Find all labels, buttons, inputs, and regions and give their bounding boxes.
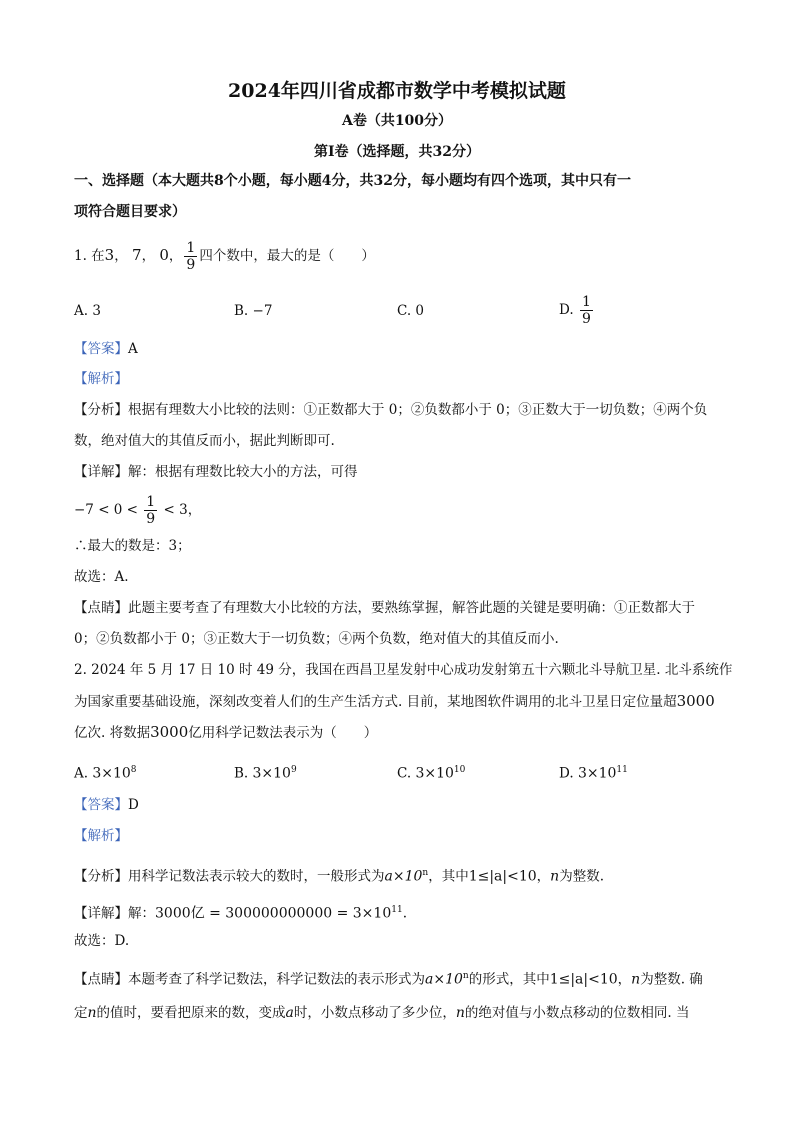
q1-number-3: 3 bbox=[104, 246, 115, 264]
q2-option-d-base: 3×10 bbox=[577, 765, 617, 782]
q2-option-a bbox=[74, 761, 137, 783]
q2-option-d bbox=[559, 761, 628, 783]
q1-inequality-right: < 3， bbox=[163, 502, 202, 518]
q2-dianjing-suffix: 为整数. 确 bbox=[640, 971, 703, 988]
q1-option-d-label: D. bbox=[559, 302, 574, 318]
q2-last-n1: n bbox=[87, 1005, 97, 1021]
q1-option-d-numerator: 1 bbox=[581, 294, 591, 310]
q1-option-a: A. 3 bbox=[74, 303, 101, 319]
q2-last-suffix: 的绝对值与小数点移动的位数相同. 当 bbox=[464, 1005, 690, 1021]
q1-dianjing-text1: 此题主要考查了有理数大小比较的方法，要熟练掌握，解答此题的关键是要明确：①正数都大于 bbox=[128, 600, 695, 616]
q1-answer-value: A bbox=[128, 341, 138, 357]
q2-fenxi-n: n bbox=[550, 868, 560, 885]
fenxi-tag: 【分析】 bbox=[74, 402, 128, 418]
q1-option-d-fraction bbox=[580, 294, 593, 327]
q2-analysis-tag: 【解析】 bbox=[74, 828, 128, 844]
q2-option-c bbox=[397, 761, 465, 783]
part-one-heading: 第I卷（选择题，共32分） bbox=[313, 144, 481, 160]
q1-option-b: B. −7 bbox=[234, 303, 273, 319]
q1-fenxi-text1: 根据有理数大小比较的法则：①正数都大于 0；②负数都小于 0；③正数大于一切负数；④两个负 bbox=[128, 402, 708, 418]
q1-option-c: C. 0 bbox=[397, 303, 425, 319]
q2-fenxi-form-exponent: n bbox=[422, 868, 429, 878]
q2-dianjing bbox=[74, 967, 724, 989]
fenxi-tag: 【分析】 bbox=[74, 868, 128, 885]
q1-inequality-numerator: 1 bbox=[146, 494, 156, 510]
q1-number-7: 7 bbox=[132, 246, 142, 264]
q2-option-b-exponent: 9 bbox=[290, 765, 297, 775]
q2-option-a-exponent: 8 bbox=[130, 765, 137, 775]
q2-xiangjie bbox=[74, 901, 724, 923]
q1-fraction bbox=[184, 240, 197, 273]
q1-sep: ， bbox=[168, 248, 183, 264]
q2-option-c-label: C. bbox=[397, 765, 412, 782]
q2-line3-suffix: 亿用科学记数法表示为（ ） bbox=[188, 725, 378, 741]
q1-stem-suffix: 四个数中，最大的是（ ） bbox=[199, 248, 375, 264]
q1-fraction-numerator: 1 bbox=[186, 240, 196, 256]
q2-dianjing-form: a×10 bbox=[425, 971, 463, 988]
q2-dianjing-form-exponent: n bbox=[462, 971, 469, 981]
q1-option-d bbox=[559, 290, 595, 330]
q2-last-mid1: 的值时，要看把原来的数，变成 bbox=[96, 1005, 286, 1021]
question-2-line2 bbox=[74, 692, 724, 711]
q2-dianjing-range: 1≤|a|<10 bbox=[549, 971, 618, 988]
q2-fenxi-prefix: 用科学记数法表示较大的数时，一般形式为 bbox=[128, 868, 385, 885]
q2-fenxi bbox=[74, 864, 724, 886]
q2-fenxi-form: a×10 bbox=[384, 868, 423, 885]
q2-xiangjie-prefix: 解： bbox=[128, 905, 155, 922]
dianjing-tag: 【点睛】 bbox=[74, 600, 128, 616]
q1-inequality-fraction bbox=[144, 494, 157, 527]
q2-fenxi-mid: ，其中 bbox=[428, 868, 469, 885]
q2-line2-text: 为国家重要基础设施，深刻改变着人们的生产生活方式. 目前，某地图软件调用的北斗卫星日定位量超 bbox=[74, 694, 677, 710]
q2-dianjing-mid: 的形式，其中 bbox=[468, 971, 550, 988]
q2-fenxi-sep: ， bbox=[536, 868, 551, 885]
q1-number-0: 0 bbox=[159, 246, 169, 264]
q2-fenxi-range: 1≤|a|<10 bbox=[468, 868, 537, 885]
q2-option-a-label: A. bbox=[74, 765, 89, 782]
q2-option-b bbox=[234, 761, 297, 783]
section-heading-line2: 项符合题目要求） bbox=[74, 204, 186, 220]
q1-inequality bbox=[74, 490, 724, 530]
question-1-stem bbox=[74, 235, 724, 275]
volume-a-heading: A卷（共100分） bbox=[341, 113, 453, 129]
q1-analysis-tag: 【解析】 bbox=[74, 371, 128, 387]
q2-option-d-exponent: 11 bbox=[616, 765, 628, 775]
question-2-line1: 2. 2024 年 5 月 17 日 10 时 49 分，我国在西昌卫星发射中心成功发射第五十六颗北斗导航卫星. 北斗系统作 bbox=[74, 662, 733, 678]
q2-answer-value: D bbox=[128, 797, 139, 813]
q1-dianjing-line2: 0；②负数都小于 0；③正数大于一切负数；④两个负数，绝对值大的其值反而小. bbox=[74, 631, 559, 647]
q2-last-a: a bbox=[285, 1005, 294, 1021]
answer-tag: 【答案】 bbox=[74, 341, 128, 357]
q2-last-mid2: 时，小数点移动了多少位， bbox=[293, 1005, 456, 1021]
answer-tag: 【答案】 bbox=[74, 797, 128, 813]
q2-option-b-label: B. bbox=[234, 765, 249, 782]
q1-option-d-denominator: 9 bbox=[581, 311, 591, 327]
q1-fenxi-line1 bbox=[74, 401, 724, 419]
q2-option-c-base: 3×10 bbox=[415, 765, 454, 782]
question-2-line3 bbox=[74, 723, 724, 742]
q2-last-n2: n bbox=[455, 1005, 465, 1021]
q2-xiangjie-end: . bbox=[402, 905, 407, 922]
q1-answer bbox=[74, 340, 724, 358]
q2-dianjing-n: n bbox=[631, 971, 641, 988]
q2-option-b-base: 3×10 bbox=[252, 765, 291, 782]
page-title: 2024年四川省成都市数学中考模拟试题 bbox=[228, 80, 566, 102]
q1-xiangjie-text: 解：根据有理数比较大小的方法，可得 bbox=[128, 464, 358, 480]
q1-sep: ， bbox=[114, 248, 128, 264]
q1-dianjing-line1 bbox=[74, 599, 724, 617]
q1-inequality-denominator: 9 bbox=[146, 511, 156, 527]
q1-fraction-denominator: 9 bbox=[186, 257, 196, 273]
q2-fenxi-suffix: 为整数. bbox=[559, 868, 604, 885]
q2-last-prefix: 定 bbox=[74, 1005, 88, 1021]
q2-dianjing-sep: ， bbox=[617, 971, 632, 988]
xiangjie-tag: 【详解】 bbox=[74, 464, 128, 480]
q2-answer bbox=[74, 796, 724, 814]
q1-sep: ， bbox=[141, 248, 156, 264]
dianjing-tag: 【点睛】 bbox=[74, 971, 128, 988]
q2-dianjing-prefix: 本题考查了科学记数法，科学记数法的表示形式为 bbox=[128, 971, 425, 988]
section-heading-line1: 一、选择题（本大题共8个小题，每小题4分，共32分，每小题均有四个选项，其中只有一 bbox=[74, 173, 631, 189]
q2-line3-number: 3000 bbox=[150, 723, 189, 741]
q2-line3-prefix: 亿次. 将数据 bbox=[74, 725, 151, 741]
q1-fenxi-line2: 数，绝对值大的其值反而小，据此判断即可. bbox=[74, 433, 335, 449]
q2-xiangjie-exponent: 11 bbox=[391, 905, 403, 915]
q1-choose: 故选：A. bbox=[74, 569, 129, 585]
xiangjie-tag: 【详解】 bbox=[74, 905, 128, 922]
q2-last-line bbox=[74, 1004, 724, 1022]
q2-option-a-base: 3×10 bbox=[92, 765, 131, 782]
q1-stem-prefix: 1. 在 bbox=[74, 248, 105, 264]
q1-xiangjie bbox=[74, 463, 724, 481]
q2-option-c-exponent: 10 bbox=[453, 765, 466, 775]
q2-line2-number: 3000 bbox=[676, 692, 715, 710]
q2-xiangjie-equation: 3000亿 = 300000000000 = 3×10 bbox=[155, 905, 392, 922]
q1-inequality-left: −7 < 0 < bbox=[74, 502, 138, 518]
q2-choose: 故选：D. bbox=[74, 933, 130, 949]
q2-option-d-label: D. bbox=[559, 765, 574, 782]
q1-conclusion: ∴最大的数是：3； bbox=[74, 538, 191, 554]
